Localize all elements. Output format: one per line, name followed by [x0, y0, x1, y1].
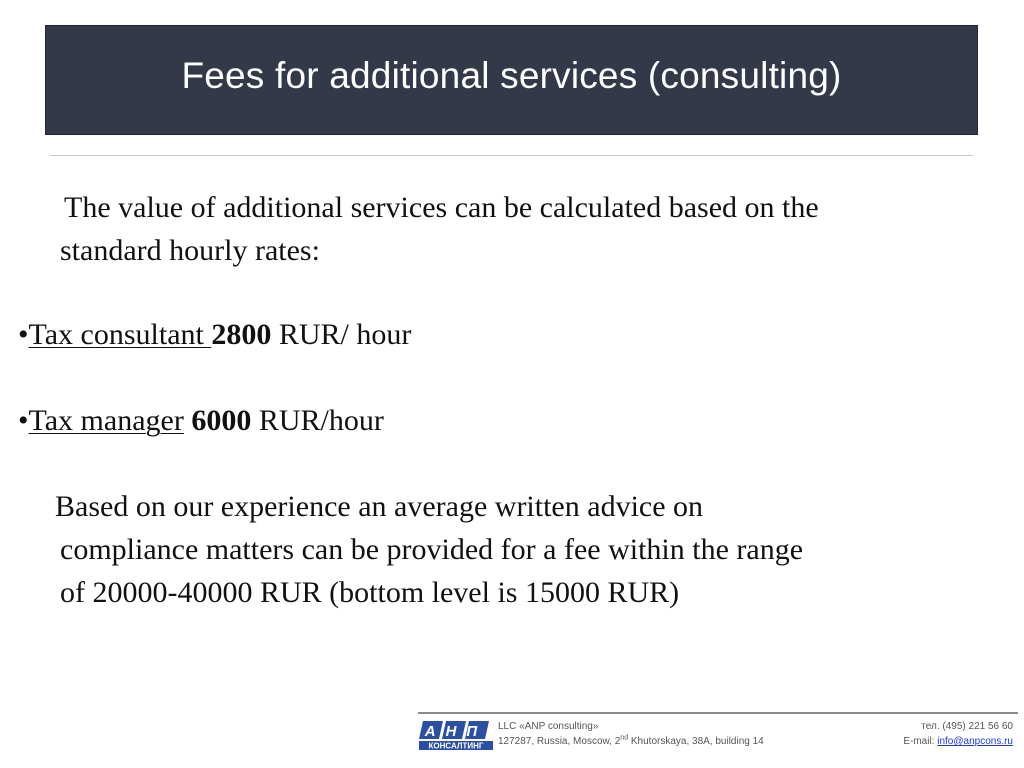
- paragraph-line-2: compliance matters can be provided for a fee within the range: [60, 533, 804, 566]
- email-link[interactable]: info@anpcons.ru: [937, 736, 1013, 747]
- paragraph-line-1: Based on our experience an average written advice on: [55, 490, 704, 523]
- slide-title: Fees for additional services (consulting): [181, 55, 842, 96]
- bullet-marker: •: [18, 404, 29, 437]
- title-bar: [45, 25, 978, 135]
- footer-contact-block: [830, 719, 1013, 749]
- intro-line-1: The value of additional services can be calculated based on the: [64, 191, 819, 224]
- paragraph-line-3: of 20000-40000 RUR (bottom level is 15000 RUR): [60, 576, 680, 609]
- intro-text: [60, 186, 990, 272]
- logo-caption: КОНСАЛТИНГ: [428, 741, 484, 750]
- rate-value: 6000: [191, 404, 252, 437]
- company-logo: [419, 718, 493, 750]
- fee-paragraph: [55, 485, 995, 614]
- role-label: Tax manager: [28, 404, 184, 437]
- rate-unit: RUR/hour: [251, 404, 384, 437]
- email-line: E-mail: info@anpcons.ru: [903, 736, 1013, 747]
- title-divider: [50, 155, 973, 156]
- phone-number: тел. (495) 221 56 60: [921, 721, 1013, 732]
- company-name: LLC «ANP consulting»: [498, 721, 599, 732]
- rate-value: 2800: [211, 318, 272, 351]
- intro-line-2: standard hourly rates:: [60, 234, 320, 267]
- bullet-tax-consultant: [18, 313, 411, 356]
- footer-divider: [418, 712, 1018, 714]
- footer-address-block: [498, 719, 828, 749]
- bullet-tax-manager: [18, 399, 384, 442]
- rate-unit: RUR/ hour: [271, 318, 412, 351]
- logo-letters: АНП: [424, 723, 488, 740]
- company-address: 127287, Russia, Moscow, 2nd Khutorskaya, 38A, building 14: [498, 734, 764, 747]
- bullet-marker: •: [18, 318, 29, 351]
- role-label: Tax consultant: [28, 318, 212, 351]
